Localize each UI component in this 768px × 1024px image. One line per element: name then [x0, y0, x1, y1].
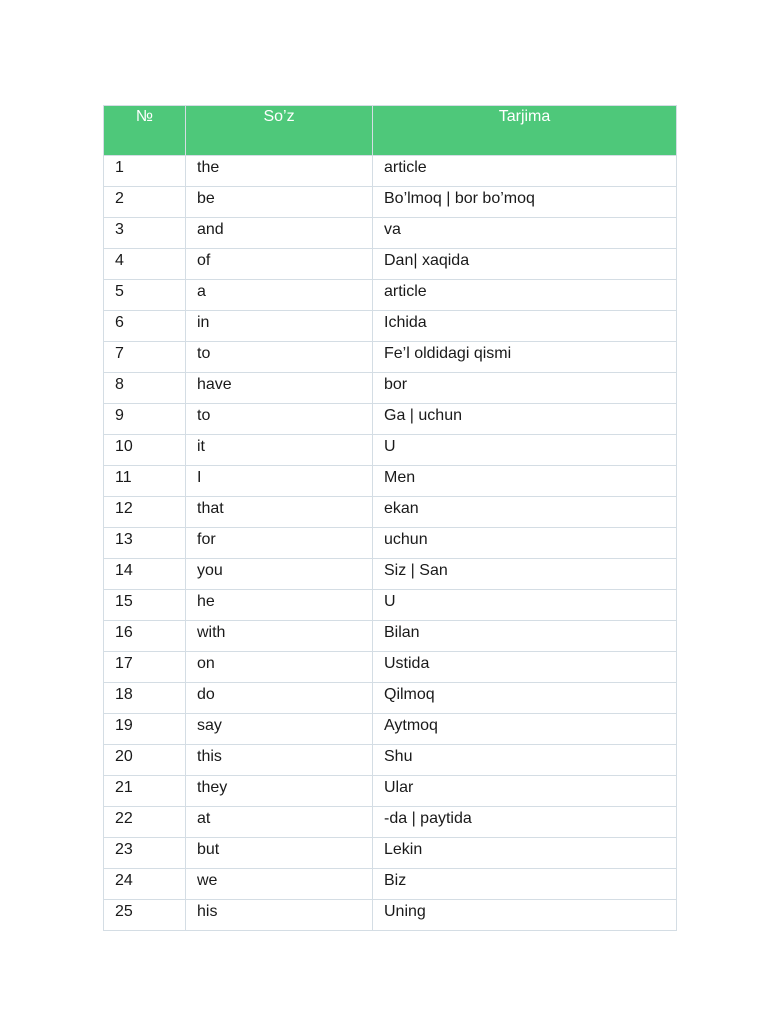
table-row	[104, 249, 677, 280]
cell-word: have	[186, 373, 373, 404]
cell-translation: Men	[373, 466, 677, 497]
cell-translation: U	[373, 435, 677, 466]
table-row	[104, 745, 677, 776]
table-row	[104, 590, 677, 621]
cell-word: say	[186, 714, 373, 745]
cell-word: of	[186, 249, 373, 280]
table-row	[104, 466, 677, 497]
cell-number: 16	[104, 621, 186, 652]
table-row	[104, 652, 677, 683]
cell-number: 22	[104, 807, 186, 838]
header-translation: Tarjima	[373, 106, 677, 156]
cell-translation: ekan	[373, 497, 677, 528]
cell-number: 17	[104, 652, 186, 683]
cell-number: 14	[104, 559, 186, 590]
table-row	[104, 776, 677, 807]
cell-number: 20	[104, 745, 186, 776]
cell-translation: Siz | San	[373, 559, 677, 590]
table-row	[104, 683, 677, 714]
table-row	[104, 497, 677, 528]
cell-number: 7	[104, 342, 186, 373]
cell-translation: Bilan	[373, 621, 677, 652]
table-row	[104, 404, 677, 435]
table-row	[104, 807, 677, 838]
cell-translation: Lekin	[373, 838, 677, 869]
cell-number: 15	[104, 590, 186, 621]
cell-translation: Aytmoq	[373, 714, 677, 745]
table-row	[104, 621, 677, 652]
cell-number: 18	[104, 683, 186, 714]
table-row	[104, 342, 677, 373]
cell-number: 21	[104, 776, 186, 807]
cell-translation: Biz	[373, 869, 677, 900]
cell-word: you	[186, 559, 373, 590]
cell-translation: -da | paytida	[373, 807, 677, 838]
table-row	[104, 373, 677, 404]
cell-number: 8	[104, 373, 186, 404]
table-row	[104, 311, 677, 342]
table-row	[104, 838, 677, 869]
cell-number: 4	[104, 249, 186, 280]
table-row	[104, 900, 677, 931]
cell-word: in	[186, 311, 373, 342]
cell-translation: article	[373, 156, 677, 187]
cell-translation: Ga | uchun	[373, 404, 677, 435]
cell-word: we	[186, 869, 373, 900]
cell-word: on	[186, 652, 373, 683]
cell-number: 1	[104, 156, 186, 187]
table-row	[104, 528, 677, 559]
cell-word: it	[186, 435, 373, 466]
cell-word: this	[186, 745, 373, 776]
table-row	[104, 156, 677, 187]
cell-translation: Bo’lmoq | bor bo’moq	[373, 187, 677, 218]
cell-translation: Dan| xaqida	[373, 249, 677, 280]
cell-number: 12	[104, 497, 186, 528]
cell-translation: Fe’l oldidagi qismi	[373, 342, 677, 373]
vocabulary-table	[103, 105, 677, 931]
table-row	[104, 187, 677, 218]
cell-number: 11	[104, 466, 186, 497]
cell-word: and	[186, 218, 373, 249]
cell-word: at	[186, 807, 373, 838]
cell-number: 19	[104, 714, 186, 745]
table-row	[104, 714, 677, 745]
cell-translation: Ular	[373, 776, 677, 807]
cell-word: do	[186, 683, 373, 714]
cell-word: to	[186, 342, 373, 373]
cell-word: he	[186, 590, 373, 621]
cell-number: 9	[104, 404, 186, 435]
cell-translation: Ichida	[373, 311, 677, 342]
cell-translation: Shu	[373, 745, 677, 776]
table-row	[104, 218, 677, 249]
cell-number: 24	[104, 869, 186, 900]
cell-number: 6	[104, 311, 186, 342]
cell-translation: article	[373, 280, 677, 311]
cell-translation: uchun	[373, 528, 677, 559]
table-row	[104, 869, 677, 900]
cell-word: a	[186, 280, 373, 311]
header-word: So’z	[186, 106, 373, 156]
cell-translation: Qilmoq	[373, 683, 677, 714]
cell-number: 3	[104, 218, 186, 249]
cell-number: 5	[104, 280, 186, 311]
table-row	[104, 280, 677, 311]
header-number: №	[104, 106, 186, 156]
cell-word: the	[186, 156, 373, 187]
cell-word: his	[186, 900, 373, 931]
cell-translation: Uning	[373, 900, 677, 931]
cell-word: to	[186, 404, 373, 435]
cell-word: they	[186, 776, 373, 807]
cell-number: 23	[104, 838, 186, 869]
cell-number: 13	[104, 528, 186, 559]
cell-number: 2	[104, 187, 186, 218]
cell-word: I	[186, 466, 373, 497]
table-body	[104, 156, 677, 931]
cell-word: but	[186, 838, 373, 869]
cell-translation: va	[373, 218, 677, 249]
cell-number: 10	[104, 435, 186, 466]
cell-word: that	[186, 497, 373, 528]
cell-number: 25	[104, 900, 186, 931]
cell-translation: bor	[373, 373, 677, 404]
cell-translation: Ustida	[373, 652, 677, 683]
cell-word: be	[186, 187, 373, 218]
cell-translation: U	[373, 590, 677, 621]
cell-word: for	[186, 528, 373, 559]
table-header-row	[104, 106, 677, 156]
table-row	[104, 435, 677, 466]
table-row	[104, 559, 677, 590]
cell-word: with	[186, 621, 373, 652]
